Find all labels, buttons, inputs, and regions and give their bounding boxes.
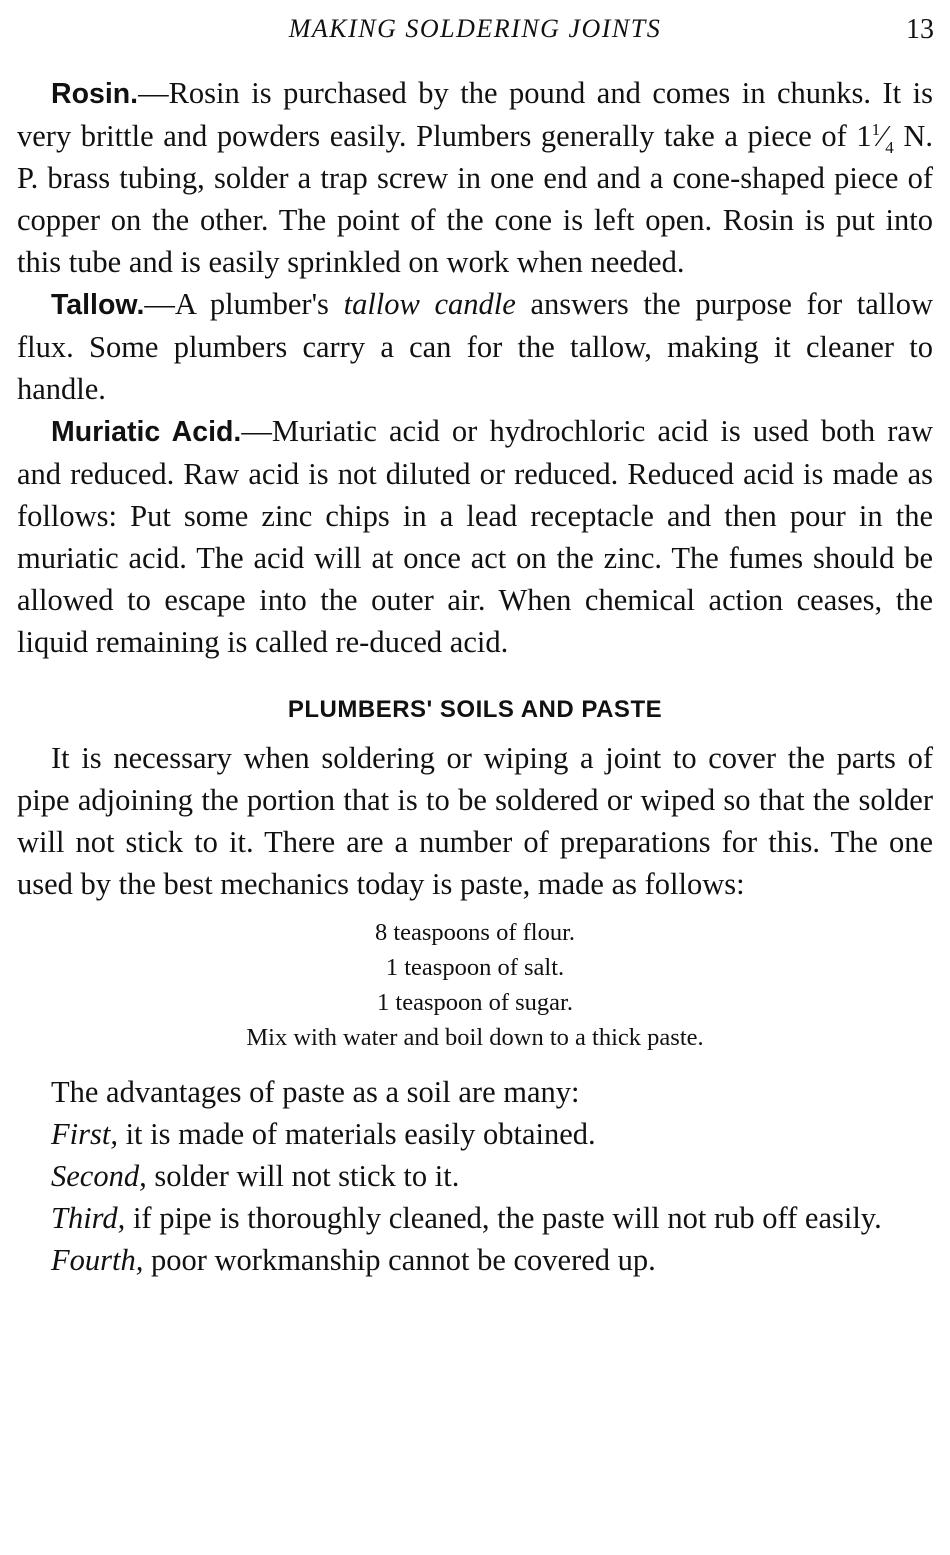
running-title: MAKING SOLDERING JOINTS — [288, 14, 662, 43]
advantage-text: it is made of materials easily obtained. — [117, 1117, 596, 1151]
advantage-item — [17, 1239, 933, 1281]
advantages-intro: The advantages of paste as a soil are many: — [51, 1075, 580, 1109]
paragraph-muriatic-acid — [17, 410, 933, 663]
tallow-italic: tallow candle — [343, 287, 516, 321]
rosin-text-before: —Rosin is purchased by the pound and comes in chunks. It is very brittle and powders easily. Plumbers generally take a piece of 1 — [17, 76, 933, 153]
recipe-line: 1 teaspoon of salt. — [385, 954, 565, 981]
advantage-text: if pipe is thoroughly cleaned, the paste will not rub off easily. — [125, 1201, 882, 1235]
running-header — [0, 12, 950, 48]
page-number: 13 — [906, 14, 934, 45]
section-heading: PLUMBERS' SOILS AND PASTE — [287, 696, 663, 723]
paragraph-rosin: Rosin.—Rosin is purchased by the pound and comes in chunks. It is very brittle and powders easily. Plumbers generally take a piece of $1^1⁄_4$ N. P. brass tubing, solder a trap screw in one end and a cone-shaped piece of copper on the other. The point of the cone is left open. Rosin is put into this tube and is easily sprinkled on work when needed. — [17, 76, 934, 279]
section-intro: It is necessary when soldering or wiping a joint to cover the parts of pipe adjoining the portion that is to be soldered or wiped so that the solder will not stick to it. There are a number of preparations for this. The one used by the best mechanics today is paste, made as follows: — [17, 741, 933, 901]
paste-recipe — [17, 915, 933, 1055]
rosin-text-after: N. P. brass tubing, solder a trap screw in one end and a cone-shaped piece of copper on the other. The point of the cone is left open. Rosin is put into this tube and is easily sprinkled on work when needed. — [17, 119, 934, 279]
muriatic-heading: Muriatic Acid. — [51, 416, 242, 448]
advantage-item — [17, 1197, 933, 1239]
advantage-lead: Third, — [51, 1201, 126, 1235]
tallow-heading: Tallow. — [51, 289, 145, 321]
fraction-numerator: 1 — [871, 119, 881, 139]
rosin-heading: Rosin. — [51, 78, 139, 110]
tallow-text-before: —A plumber's — [144, 287, 344, 321]
recipe-line: 8 teaspoons of flour. — [374, 919, 576, 946]
body-text — [17, 72, 933, 1281]
paragraph-tallow — [17, 283, 933, 410]
recipe-line: 1 teaspoon of sugar. — [377, 989, 573, 1016]
advantage-lead: First, — [51, 1117, 118, 1151]
tallow-text-after: answers the purpose for tallow flux. Some plumbers carry a can for the tallow, making it cleaner to handle. — [17, 287, 933, 406]
advantage-lead: Fourth, — [51, 1243, 144, 1277]
advantage-item — [17, 1113, 933, 1155]
advantage-text: poor workmanship cannot be covered up. — [143, 1243, 656, 1277]
fraction-denominator: 4 — [885, 138, 894, 158]
recipe-line: Mix with water and boil down to a thick paste. — [246, 1024, 704, 1051]
advantage-item — [17, 1155, 933, 1197]
advantage-text: solder will not stick to it. — [146, 1159, 460, 1193]
advantage-lead: Second, — [51, 1159, 147, 1193]
muriatic-text: —Muriatic acid or hydrochloric acid is used both raw and reduced. Raw acid is not diluted or reduced. Reduced acid is made as follows: Put some zinc chips in a lead receptacle and then pour in the muriatic acid. The acid will at once act on the zinc. The fumes should be allowed to escape into the outer air. When chemical action ceases, the liquid remaining is called re-duced acid. — [17, 414, 933, 659]
